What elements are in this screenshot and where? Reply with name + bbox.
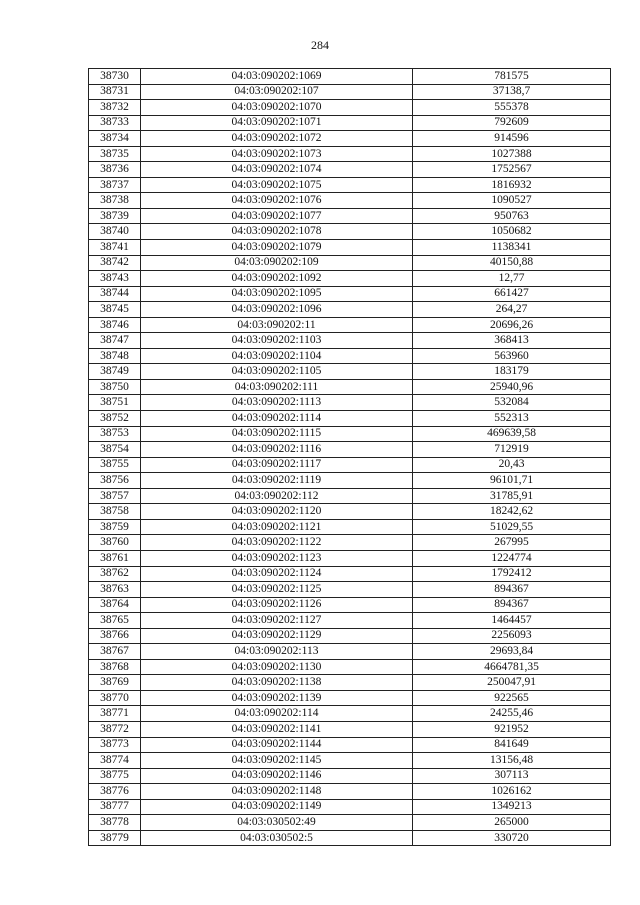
cadastral-value-cell: 894367: [413, 597, 611, 613]
cadastral-number-cell: 04:03:090202:113: [141, 644, 413, 660]
cadastral-value-cell: 792609: [413, 115, 611, 131]
cadastral-value-cell: 914596: [413, 131, 611, 147]
cadastral-number-cell: 04:03:090202:1138: [141, 675, 413, 691]
cadastral-number-cell: 04:03:090202:1121: [141, 519, 413, 535]
cadastral-number-cell: 04:03:090202:1144: [141, 737, 413, 753]
cadastral-number-cell: 04:03:090202:1104: [141, 348, 413, 364]
table-row: [89, 193, 611, 209]
cadastral-number-cell: 04:03:090202:109: [141, 255, 413, 271]
cadastral-value-cell: 31785,91: [413, 488, 611, 504]
table-row: [89, 550, 611, 566]
row-number-cell: 38779: [89, 830, 141, 846]
cadastral-value-cell: 781575: [413, 69, 611, 85]
table-row: [89, 162, 611, 178]
table-row: [89, 364, 611, 380]
cadastral-value-cell: 24255,46: [413, 706, 611, 722]
cadastral-number-cell: 04:03:090202:1124: [141, 566, 413, 582]
table-row: [89, 473, 611, 489]
row-number-cell: 38774: [89, 753, 141, 769]
cadastral-number-cell: 04:03:090202:111: [141, 379, 413, 395]
table-row: [89, 830, 611, 846]
row-number-cell: 38746: [89, 317, 141, 333]
table-row: [89, 582, 611, 598]
row-number-cell: 38767: [89, 644, 141, 660]
row-number-cell: 38751: [89, 395, 141, 411]
cadastral-value-cell: 96101,71: [413, 473, 611, 489]
cadastral-value-cell: 265000: [413, 815, 611, 831]
cadastral-number-cell: 04:03:090202:1127: [141, 613, 413, 629]
row-number-cell: 38763: [89, 582, 141, 598]
cadastral-value-cell: 330720: [413, 830, 611, 846]
table-row: [89, 208, 611, 224]
row-number-cell: 38778: [89, 815, 141, 831]
cadastral-value-cell: 950763: [413, 208, 611, 224]
cadastral-value-cell: 1027388: [413, 146, 611, 162]
table-row: [89, 255, 611, 271]
row-number-cell: 38731: [89, 84, 141, 100]
cadastral-number-cell: 04:03:090202:1130: [141, 659, 413, 675]
cadastral-number-cell: 04:03:090202:1126: [141, 597, 413, 613]
row-number-cell: 38732: [89, 100, 141, 116]
row-number-cell: 38772: [89, 721, 141, 737]
cadastral-number-cell: 04:03:090202:1145: [141, 753, 413, 769]
row-number-cell: 38758: [89, 504, 141, 520]
cadastral-value-cell: 20,43: [413, 457, 611, 473]
cadastral-number-cell: 04:03:090202:1071: [141, 115, 413, 131]
cadastral-value-cell: 267995: [413, 535, 611, 551]
row-number-cell: 38748: [89, 348, 141, 364]
cadastral-value-cell: 1752567: [413, 162, 611, 178]
cadastral-number-cell: 04:03:090202:1076: [141, 193, 413, 209]
cadastral-number-cell: 04:03:090202:1078: [141, 224, 413, 240]
table-row: [89, 84, 611, 100]
registry-table-body: [89, 69, 611, 846]
table-row: [89, 177, 611, 193]
row-number-cell: 38759: [89, 519, 141, 535]
cadastral-value-cell: 1026162: [413, 784, 611, 800]
cadastral-number-cell: 04:03:090202:1129: [141, 628, 413, 644]
row-number-cell: 38733: [89, 115, 141, 131]
table-row: [89, 333, 611, 349]
cadastral-value-cell: 1816932: [413, 177, 611, 193]
table-row: [89, 597, 611, 613]
table-row: [89, 628, 611, 644]
row-number-cell: 38734: [89, 131, 141, 147]
row-number-cell: 38749: [89, 364, 141, 380]
row-number-cell: 38764: [89, 597, 141, 613]
cadastral-number-cell: 04:03:090202:11: [141, 317, 413, 333]
cadastral-value-cell: 894367: [413, 582, 611, 598]
table-row: [89, 504, 611, 520]
cadastral-number-cell: 04:03:090202:1139: [141, 690, 413, 706]
row-number-cell: 38741: [89, 240, 141, 256]
table-row: [89, 395, 611, 411]
table-row: [89, 706, 611, 722]
table-row: [89, 799, 611, 815]
table-row: [89, 644, 611, 660]
cadastral-number-cell: 04:03:090202:1146: [141, 768, 413, 784]
row-number-cell: 38775: [89, 768, 141, 784]
table-row: [89, 411, 611, 427]
cadastral-number-cell: 04:03:090202:1070: [141, 100, 413, 116]
table-row: [89, 721, 611, 737]
cadastral-value-cell: 40150,88: [413, 255, 611, 271]
cadastral-value-cell: 29693,84: [413, 644, 611, 660]
cadastral-number-cell: 04:03:030502:5: [141, 830, 413, 846]
row-number-cell: 38755: [89, 457, 141, 473]
cadastral-number-cell: 04:03:090202:1123: [141, 550, 413, 566]
table-row: [89, 690, 611, 706]
table-row: [89, 535, 611, 551]
cadastral-value-cell: 368413: [413, 333, 611, 349]
row-number-cell: 38739: [89, 208, 141, 224]
cadastral-value-cell: 183179: [413, 364, 611, 380]
cadastral-value-cell: 922565: [413, 690, 611, 706]
row-number-cell: 38730: [89, 69, 141, 85]
table-row: [89, 224, 611, 240]
cadastral-number-cell: 04:03:090202:1113: [141, 395, 413, 411]
cadastral-value-cell: 37138,7: [413, 84, 611, 100]
cadastral-number-cell: 04:03:090202:1096: [141, 302, 413, 318]
table-row: [89, 131, 611, 147]
row-number-cell: 38750: [89, 379, 141, 395]
row-number-cell: 38753: [89, 426, 141, 442]
cadastral-value-cell: 1224774: [413, 550, 611, 566]
cadastral-number-cell: 04:03:090202:1114: [141, 411, 413, 427]
cadastral-number-cell: 04:03:090202:107: [141, 84, 413, 100]
row-number-cell: 38735: [89, 146, 141, 162]
row-number-cell: 38760: [89, 535, 141, 551]
cadastral-value-cell: 841649: [413, 737, 611, 753]
row-number-cell: 38776: [89, 784, 141, 800]
table-row: [89, 737, 611, 753]
cadastral-number-cell: 04:03:090202:1120: [141, 504, 413, 520]
cadastral-value-cell: 1464457: [413, 613, 611, 629]
row-number-cell: 38747: [89, 333, 141, 349]
cadastral-number-cell: 04:03:090202:1073: [141, 146, 413, 162]
cadastral-value-cell: 921952: [413, 721, 611, 737]
row-number-cell: 38766: [89, 628, 141, 644]
row-number-cell: 38756: [89, 473, 141, 489]
row-number-cell: 38768: [89, 659, 141, 675]
cadastral-value-cell: 51029,55: [413, 519, 611, 535]
cadastral-number-cell: 04:03:090202:1077: [141, 208, 413, 224]
cadastral-value-cell: 250047,91: [413, 675, 611, 691]
cadastral-value-cell: 1090527: [413, 193, 611, 209]
row-number-cell: 38752: [89, 411, 141, 427]
cadastral-number-cell: 04:03:090202:1125: [141, 582, 413, 598]
cadastral-number-cell: 04:03:090202:1116: [141, 442, 413, 458]
cadastral-number-cell: 04:03:090202:1141: [141, 721, 413, 737]
row-number-cell: 38742: [89, 255, 141, 271]
table-row: [89, 768, 611, 784]
row-number-cell: 38762: [89, 566, 141, 582]
table-row: [89, 426, 611, 442]
table-row: [89, 379, 611, 395]
cadastral-number-cell: 04:03:090202:1149: [141, 799, 413, 815]
cadastral-number-cell: 04:03:090202:1092: [141, 271, 413, 287]
cadastral-number-cell: 04:03:090202:1117: [141, 457, 413, 473]
table-row: [89, 302, 611, 318]
registry-table: [88, 68, 611, 846]
cadastral-value-cell: 563960: [413, 348, 611, 364]
cadastral-number-cell: 04:03:090202:1075: [141, 177, 413, 193]
cadastral-value-cell: 12,77: [413, 271, 611, 287]
cadastral-value-cell: 712919: [413, 442, 611, 458]
row-number-cell: 38773: [89, 737, 141, 753]
cadastral-value-cell: 25940,96: [413, 379, 611, 395]
cadastral-number-cell: 04:03:090202:1095: [141, 286, 413, 302]
row-number-cell: 38771: [89, 706, 141, 722]
cadastral-value-cell: 552313: [413, 411, 611, 427]
table-row: [89, 519, 611, 535]
cadastral-number-cell: 04:03:030502:49: [141, 815, 413, 831]
row-number-cell: 38757: [89, 488, 141, 504]
cadastral-number-cell: 04:03:090202:1074: [141, 162, 413, 178]
cadastral-value-cell: 1138341: [413, 240, 611, 256]
table-row: [89, 115, 611, 131]
table-row: [89, 566, 611, 582]
row-number-cell: 38744: [89, 286, 141, 302]
table-row: [89, 348, 611, 364]
cadastral-value-cell: 1050682: [413, 224, 611, 240]
table-row: [89, 69, 611, 85]
cadastral-value-cell: 13156,48: [413, 753, 611, 769]
table-row: [89, 815, 611, 831]
table-row: [89, 146, 611, 162]
cadastral-number-cell: 04:03:090202:1105: [141, 364, 413, 380]
table-row: [89, 317, 611, 333]
cadastral-value-cell: 307113: [413, 768, 611, 784]
cadastral-value-cell: 20696,26: [413, 317, 611, 333]
cadastral-number-cell: 04:03:090202:112: [141, 488, 413, 504]
cadastral-number-cell: 04:03:090202:1072: [141, 131, 413, 147]
cadastral-value-cell: 469639,58: [413, 426, 611, 442]
cadastral-number-cell: 04:03:090202:1103: [141, 333, 413, 349]
cadastral-number-cell: 04:03:090202:1079: [141, 240, 413, 256]
row-number-cell: 38745: [89, 302, 141, 318]
row-number-cell: 38770: [89, 690, 141, 706]
row-number-cell: 38754: [89, 442, 141, 458]
cadastral-number-cell: 04:03:090202:1148: [141, 784, 413, 800]
cadastral-number-cell: 04:03:090202:1122: [141, 535, 413, 551]
row-number-cell: 38736: [89, 162, 141, 178]
cadastral-value-cell: 18242,62: [413, 504, 611, 520]
cadastral-value-cell: 264,27: [413, 302, 611, 318]
row-number-cell: 38769: [89, 675, 141, 691]
row-number-cell: 38777: [89, 799, 141, 815]
row-number-cell: 38761: [89, 550, 141, 566]
table-row: [89, 100, 611, 116]
table-row: [89, 675, 611, 691]
table-row: [89, 240, 611, 256]
row-number-cell: 38743: [89, 271, 141, 287]
cadastral-number-cell: 04:03:090202:1119: [141, 473, 413, 489]
page-number: 284: [311, 38, 329, 52]
row-number-cell: 38765: [89, 613, 141, 629]
table-row: [89, 457, 611, 473]
row-number-cell: 38737: [89, 177, 141, 193]
table-row: [89, 286, 611, 302]
table-row: [89, 753, 611, 769]
table-row: [89, 784, 611, 800]
cadastral-value-cell: 1792412: [413, 566, 611, 582]
table-row: [89, 488, 611, 504]
table-row: [89, 442, 611, 458]
cadastral-value-cell: 661427: [413, 286, 611, 302]
cadastral-value-cell: 1349213: [413, 799, 611, 815]
row-number-cell: 38740: [89, 224, 141, 240]
cadastral-number-cell: 04:03:090202:1115: [141, 426, 413, 442]
cadastral-number-cell: 04:03:090202:114: [141, 706, 413, 722]
cadastral-value-cell: 532084: [413, 395, 611, 411]
cadastral-value-cell: 4664781,35: [413, 659, 611, 675]
row-number-cell: 38738: [89, 193, 141, 209]
cadastral-value-cell: 2256093: [413, 628, 611, 644]
table-row: [89, 271, 611, 287]
table-row: [89, 613, 611, 629]
cadastral-value-cell: 555378: [413, 100, 611, 116]
cadastral-number-cell: 04:03:090202:1069: [141, 69, 413, 85]
table-row: [89, 659, 611, 675]
